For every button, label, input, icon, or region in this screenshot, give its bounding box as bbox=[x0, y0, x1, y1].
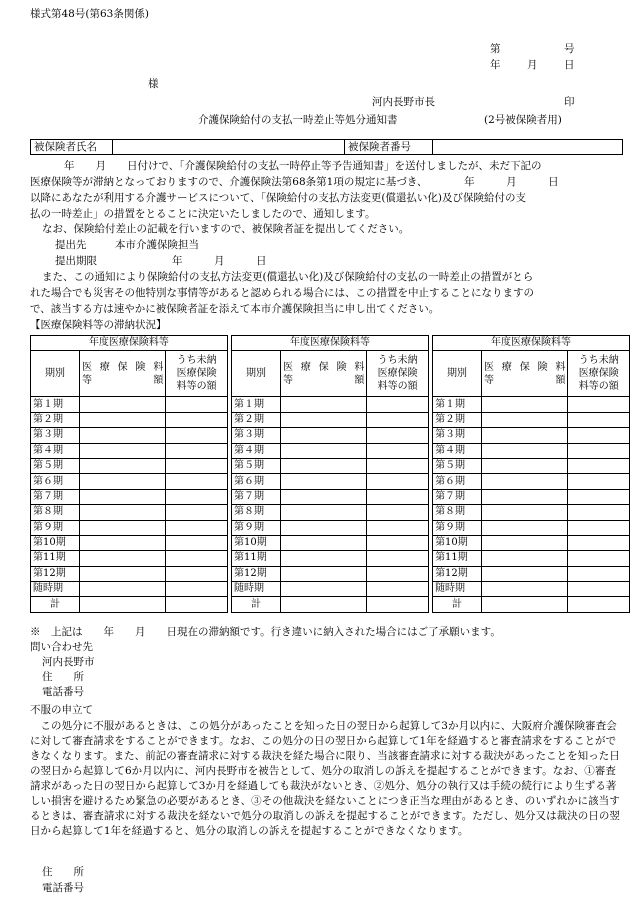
amount-cell bbox=[79, 566, 165, 581]
unpaid-amount-cell bbox=[367, 458, 428, 473]
unpaid-amount-cell bbox=[166, 520, 227, 535]
document-number-label: 第 bbox=[490, 43, 501, 55]
period-label: 第４期 bbox=[433, 443, 482, 458]
period-column-header: 期別 bbox=[433, 351, 482, 397]
unpaid-amount-cell bbox=[166, 397, 227, 412]
arrears-table-body bbox=[31, 397, 630, 612]
arrears-period-row bbox=[31, 412, 630, 427]
period-label: 第８期 bbox=[31, 505, 80, 520]
unpaid-amount-cell bbox=[166, 582, 227, 597]
arrears-total-row bbox=[31, 597, 630, 612]
amount-column-header: 医 療 保 険 料 等 額 bbox=[482, 351, 568, 397]
period-label: 第２期 bbox=[433, 412, 482, 427]
period-label: 第６期 bbox=[31, 474, 80, 489]
amount-cell bbox=[280, 443, 366, 458]
arrears-column-header-row bbox=[31, 351, 630, 397]
period-label: 第１期 bbox=[31, 397, 80, 412]
period-label: 第12期 bbox=[232, 566, 281, 581]
period-label: 第11期 bbox=[232, 551, 281, 566]
period-label: 第５期 bbox=[433, 458, 482, 473]
fiscal-year-header-3: 年度医療保険料等 bbox=[433, 336, 630, 351]
inquiry-label: 問い合わせ先 bbox=[30, 641, 93, 653]
amount-cell bbox=[280, 458, 366, 473]
unpaid-amount-cell bbox=[367, 520, 428, 535]
unpaid-amount-cell bbox=[166, 458, 227, 473]
amount-cell bbox=[482, 505, 568, 520]
amount-cell bbox=[280, 397, 366, 412]
period-label: 第３期 bbox=[232, 428, 281, 443]
body-line-2: 医療保険等が滞納となっておりますので、介護保険法第68条第1項の規定に基づき、 年 月 日 bbox=[30, 176, 559, 188]
appeal-address-label: 住 所 bbox=[42, 866, 84, 878]
period-label: 第９期 bbox=[433, 520, 482, 535]
inquiry-phone-label: 電話番号 bbox=[42, 686, 84, 698]
amount-cell bbox=[79, 505, 165, 520]
unpaid-amount-cell bbox=[568, 551, 630, 566]
arrears-period-row bbox=[31, 520, 630, 535]
period-label: 第12期 bbox=[433, 566, 482, 581]
period-label: 第２期 bbox=[31, 412, 80, 427]
issue-date-day: 日 bbox=[564, 59, 575, 71]
arrears-section-title: 【医療保険料等の滞納状況】 bbox=[30, 319, 167, 331]
period-label: 第３期 bbox=[31, 428, 80, 443]
amount-cell bbox=[79, 428, 165, 443]
unpaid-amount-cell bbox=[166, 597, 227, 612]
amount-cell bbox=[482, 566, 568, 581]
body-line-8: また、この通知により保険給付の支払方法変更(償還払い化)及び保険給付の支払の一時差止の措置がとら bbox=[42, 271, 534, 283]
unpaid-amount-cell bbox=[568, 443, 630, 458]
issue-date-month: 月 bbox=[527, 59, 538, 71]
arrears-note: ※ 上記は 年 月 日現在の滞納額です。行き違いに納入された場合にはご了承願います。 bbox=[30, 626, 501, 638]
amount-cell bbox=[482, 443, 568, 458]
amount-cell bbox=[280, 520, 366, 535]
unpaid-amount-cell bbox=[367, 505, 428, 520]
inquiry-organization: 河内長野市 bbox=[42, 656, 95, 668]
unpaid-amount-cell bbox=[367, 412, 428, 427]
addressee-suffix: 様 bbox=[148, 78, 159, 90]
amount-cell bbox=[482, 551, 568, 566]
amount-cell bbox=[280, 428, 366, 443]
amount-cell bbox=[280, 582, 366, 597]
period-label: 第８期 bbox=[232, 505, 281, 520]
total-label: 計 bbox=[31, 597, 80, 612]
unpaid-amount-cell bbox=[568, 458, 630, 473]
amount-cell bbox=[482, 582, 568, 597]
arrears-table bbox=[30, 335, 630, 613]
period-label: 第５期 bbox=[232, 458, 281, 473]
unpaid-amount-cell bbox=[367, 428, 428, 443]
amount-cell bbox=[79, 520, 165, 535]
submit-to-label: 提出先 bbox=[55, 239, 87, 251]
fiscal-year-header-2: 年度医療保険料等 bbox=[232, 336, 429, 351]
appeal-title: 不服の申立て bbox=[30, 704, 93, 716]
total-label: 計 bbox=[232, 597, 281, 612]
unpaid-amount-cell bbox=[367, 489, 428, 504]
unpaid-amount-cell bbox=[166, 551, 227, 566]
period-label: 第５期 bbox=[31, 458, 80, 473]
document-number-suffix: 号 bbox=[564, 43, 575, 55]
body-line-4: 払の一時差止」の措置をとることに決定いたしましたので、通知します。 bbox=[30, 208, 376, 220]
amount-cell bbox=[280, 412, 366, 427]
arrears-period-row bbox=[31, 489, 630, 504]
period-label: 第11期 bbox=[31, 551, 80, 566]
arrears-period-row bbox=[31, 582, 630, 597]
period-label: 第９期 bbox=[31, 520, 80, 535]
deadline-value: 年 月 日 bbox=[172, 255, 267, 267]
amount-cell bbox=[482, 520, 568, 535]
period-label: 第４期 bbox=[31, 443, 80, 458]
amount-cell bbox=[280, 566, 366, 581]
amount-cell bbox=[79, 551, 165, 566]
issuer-name: 河内長野市長 bbox=[372, 96, 435, 108]
period-label: 第10期 bbox=[232, 535, 281, 550]
unpaid-amount-cell bbox=[568, 566, 630, 581]
amount-cell bbox=[79, 474, 165, 489]
period-label: 第12期 bbox=[31, 566, 80, 581]
period-label: 第７期 bbox=[31, 489, 80, 504]
unpaid-amount-cell bbox=[166, 443, 227, 458]
insured-number-value bbox=[433, 140, 623, 155]
arrears-period-row bbox=[31, 535, 630, 550]
amount-column-header: 医 療 保 険 料 等 額 bbox=[280, 351, 366, 397]
amount-cell bbox=[482, 397, 568, 412]
period-label: 第９期 bbox=[232, 520, 281, 535]
unpaid-amount-cell bbox=[367, 535, 428, 550]
period-label: 第11期 bbox=[433, 551, 482, 566]
arrears-period-row bbox=[31, 443, 630, 458]
unpaid-column-header: うち未納 医療保険 料等の額 bbox=[367, 351, 428, 397]
amount-cell bbox=[79, 458, 165, 473]
period-label: 第６期 bbox=[232, 474, 281, 489]
unpaid-amount-cell bbox=[568, 582, 630, 597]
body-line-1: 年 月 日付けで、「介護保険給付の支払一時停止等予告通知書」を送付しましたが、未だ下記の bbox=[64, 160, 542, 172]
unpaid-amount-cell bbox=[367, 597, 428, 612]
unpaid-amount-cell bbox=[568, 489, 630, 504]
issue-date-year: 年 bbox=[490, 59, 501, 71]
unpaid-amount-cell bbox=[568, 428, 630, 443]
arrears-period-row bbox=[31, 428, 630, 443]
amount-cell bbox=[482, 597, 568, 612]
fiscal-year-header-1: 年度医療保険料等 bbox=[31, 336, 228, 351]
amount-cell bbox=[280, 505, 366, 520]
amount-cell bbox=[280, 551, 366, 566]
amount-column-header: 医 療 保 険 料 等 額 bbox=[79, 351, 165, 397]
period-label: 随時期 bbox=[31, 582, 80, 597]
submit-to-value: 本市介護保険担当 bbox=[115, 239, 199, 251]
insured-info-row bbox=[31, 140, 623, 155]
unpaid-amount-cell bbox=[568, 597, 630, 612]
amount-cell bbox=[79, 443, 165, 458]
unpaid-column-header: うち未納 医療保険 料等の額 bbox=[166, 351, 227, 397]
unpaid-amount-cell bbox=[166, 428, 227, 443]
period-label: 第６期 bbox=[433, 474, 482, 489]
arrears-period-row bbox=[31, 397, 630, 412]
amount-cell bbox=[482, 428, 568, 443]
period-label: 第１期 bbox=[232, 397, 281, 412]
amount-cell bbox=[79, 489, 165, 504]
unpaid-amount-cell bbox=[568, 505, 630, 520]
unpaid-amount-cell bbox=[166, 474, 227, 489]
period-label: 第７期 bbox=[232, 489, 281, 504]
body-line-9: れた場合でも災害その他特別な事情等があると認められる場合には、この措置を中止することになりますの bbox=[30, 287, 534, 299]
period-label: 第３期 bbox=[433, 428, 482, 443]
period-label: 第８期 bbox=[433, 505, 482, 520]
seal-mark: 印 bbox=[564, 96, 575, 108]
appeal-text: この処分に不服があるときは、この処分があったことを知った日の翌日から起算して3か月以内に、大阪府介護保険審査会に対して審査請求をすることができます。なお、この処分の日の翌日から起算して1年を経過すると審査請求をすることができなくなります。また、前記の審査請求に対する裁決を経た場合に限り、当該審査請求に対する裁決があったことを知った日の翌日から起算して6か月以内に、河内長野市を被告として、処分の取消しの訴えを提起することができます。なお、①審査請求があった日の翌日から起算して3か月を経過しても裁決がないとき、②処分、処分の執行又は手続の続行により生ずる著しい損害を避けるため緊急の必要があるとき、③その他裁決を経ないことにつき正当な理由があるとき、のいずれかに該当するときは、審査請求に対する裁決を経ないで処分の取消しの訴えを提起することができます。ただし、処分又は裁決の日の翌日から起算して1年を経過すると、処分の取消しの訴えを提起することができなくなります。 bbox=[30, 720, 620, 837]
amount-cell bbox=[79, 397, 165, 412]
period-label: 随時期 bbox=[232, 582, 281, 597]
arrears-period-row bbox=[31, 505, 630, 520]
unpaid-amount-cell bbox=[367, 551, 428, 566]
unpaid-amount-cell bbox=[568, 397, 630, 412]
unpaid-amount-cell bbox=[166, 489, 227, 504]
amount-cell bbox=[280, 474, 366, 489]
period-label: 第10期 bbox=[433, 535, 482, 550]
amount-cell bbox=[79, 412, 165, 427]
body-line-5: なお、保険給付差止の記載を行いますので、被保険者証を提出してください。 bbox=[42, 223, 410, 235]
inquiry-address-label: 住 所 bbox=[42, 671, 84, 683]
amount-cell bbox=[280, 489, 366, 504]
arrears-period-row bbox=[31, 474, 630, 489]
period-label: 第10期 bbox=[31, 535, 80, 550]
insured-info-table bbox=[30, 139, 623, 155]
amount-cell bbox=[482, 535, 568, 550]
amount-cell bbox=[79, 535, 165, 550]
amount-cell bbox=[482, 489, 568, 504]
unpaid-amount-cell bbox=[367, 582, 428, 597]
unpaid-amount-cell bbox=[568, 520, 630, 535]
amount-cell bbox=[482, 458, 568, 473]
form-number: 様式第48号(第63条関係) bbox=[30, 8, 149, 20]
period-column-header: 期別 bbox=[31, 351, 80, 397]
body-line-3: 以降にあなたが利用する介護サービスについて、「保険給付の支払方法変更(償還払い化)及び保険給付の支 bbox=[30, 192, 527, 204]
period-column-header: 期別 bbox=[232, 351, 281, 397]
unpaid-amount-cell bbox=[367, 566, 428, 581]
unpaid-amount-cell bbox=[166, 505, 227, 520]
document-title-note: (2号被保険者用) bbox=[484, 114, 562, 126]
unpaid-amount-cell bbox=[166, 535, 227, 550]
unpaid-amount-cell bbox=[568, 535, 630, 550]
insured-name-value bbox=[113, 140, 345, 155]
period-label: 随時期 bbox=[433, 582, 482, 597]
amount-cell bbox=[79, 597, 165, 612]
arrears-group-header-row bbox=[31, 336, 630, 351]
deadline-label: 提出期限 bbox=[55, 255, 97, 267]
amount-cell bbox=[280, 597, 366, 612]
amount-cell bbox=[79, 582, 165, 597]
arrears-period-row bbox=[31, 566, 630, 581]
unpaid-amount-cell bbox=[166, 412, 227, 427]
period-label: 第７期 bbox=[433, 489, 482, 504]
unpaid-amount-cell bbox=[166, 566, 227, 581]
period-label: 第１期 bbox=[433, 397, 482, 412]
appeal-phone-label: 電話番号 bbox=[42, 882, 84, 894]
unpaid-amount-cell bbox=[568, 474, 630, 489]
unpaid-amount-cell bbox=[367, 474, 428, 489]
amount-cell bbox=[482, 412, 568, 427]
document-title: 介護保険給付の支払一時差止等処分通知書 bbox=[198, 114, 398, 126]
amount-cell bbox=[280, 535, 366, 550]
unpaid-amount-cell bbox=[568, 412, 630, 427]
insured-number-label: 被保険者番号 bbox=[345, 140, 433, 155]
arrears-period-row bbox=[31, 458, 630, 473]
unpaid-amount-cell bbox=[367, 397, 428, 412]
total-label: 計 bbox=[433, 597, 482, 612]
arrears-period-row bbox=[31, 551, 630, 566]
body-line-10: で、該当する方は速やかに被保険者証を添えて本市介護保険担当に申し出てください。 bbox=[30, 303, 440, 315]
period-label: 第２期 bbox=[232, 412, 281, 427]
period-label: 第４期 bbox=[232, 443, 281, 458]
amount-cell bbox=[482, 474, 568, 489]
unpaid-amount-cell bbox=[367, 443, 428, 458]
insured-name-label: 被保険者氏名 bbox=[31, 140, 113, 155]
unpaid-column-header: うち未納 医療保険 料等の額 bbox=[568, 351, 630, 397]
